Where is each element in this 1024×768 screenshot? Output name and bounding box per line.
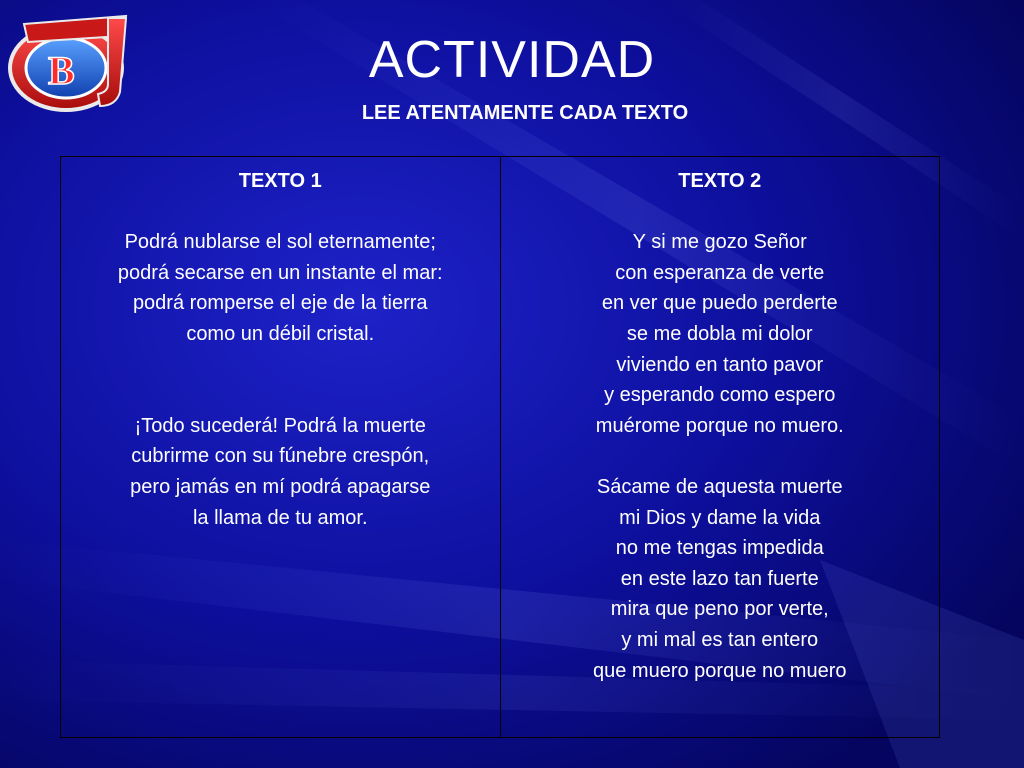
poem-line: la llama de tu amor.: [192, 506, 368, 529]
poem-line: viviendo en tanto pavor: [616, 353, 824, 376]
text-1-stanza-2: [61, 411, 500, 533]
text-2-heading: TEXTO 2: [678, 170, 762, 192]
text-1-column: [61, 157, 500, 737]
poem-line: podrá secarse en un instante el mar:: [117, 261, 443, 284]
svg-text:B: B: [48, 48, 75, 93]
slide-subtitle: LEE ATENTAMENTE CADA TEXTO: [361, 102, 689, 124]
poem-line: que muero porque no muero: [593, 659, 847, 682]
poem-line: se me dobla mi dolor: [626, 322, 813, 345]
poem-line: con esperanza de verte: [615, 261, 825, 284]
text-1-stanza-1: [61, 227, 500, 349]
text-2-stanza-1: [501, 227, 940, 441]
texts-table: [60, 156, 940, 738]
poem-line: en ver que puedo perderte: [601, 292, 838, 315]
poem-line: mira que peno por verte,: [610, 598, 829, 621]
poem-line: pero jamás en mí podrá apagarse: [130, 475, 431, 498]
poem-line: no me tengas impedida: [615, 537, 824, 560]
poem-line: ¡Todo sucederá! Podrá la muerte: [134, 414, 426, 437]
poem-line: podrá romperse el eje de la tierra: [132, 292, 428, 315]
poem-line: muérome porque no muero.: [595, 414, 844, 437]
poem-line: Sácame de aquesta muerte: [596, 475, 843, 498]
text-1-heading: TEXTO 1: [238, 170, 322, 192]
poem-line: cubrirme con su fúnebre crespón,: [131, 445, 430, 468]
poem-line: como un débil cristal.: [186, 322, 375, 345]
poem-line: Podrá nublarse el sol eternamente;: [124, 231, 436, 254]
poem-line: mi Dios y dame la vida: [619, 506, 821, 529]
poem-line: y esperando como espero: [604, 384, 836, 407]
poem-line: y mi mal es tan entero: [621, 628, 819, 651]
text-2-column: [500, 157, 940, 737]
slide-title: ACTIVIDAD: [368, 31, 656, 89]
poem-line: Y si me gozo Señor: [632, 231, 807, 254]
text-2-stanza-2: [501, 472, 940, 686]
poem-line: en este lazo tan fuerte: [620, 567, 819, 590]
